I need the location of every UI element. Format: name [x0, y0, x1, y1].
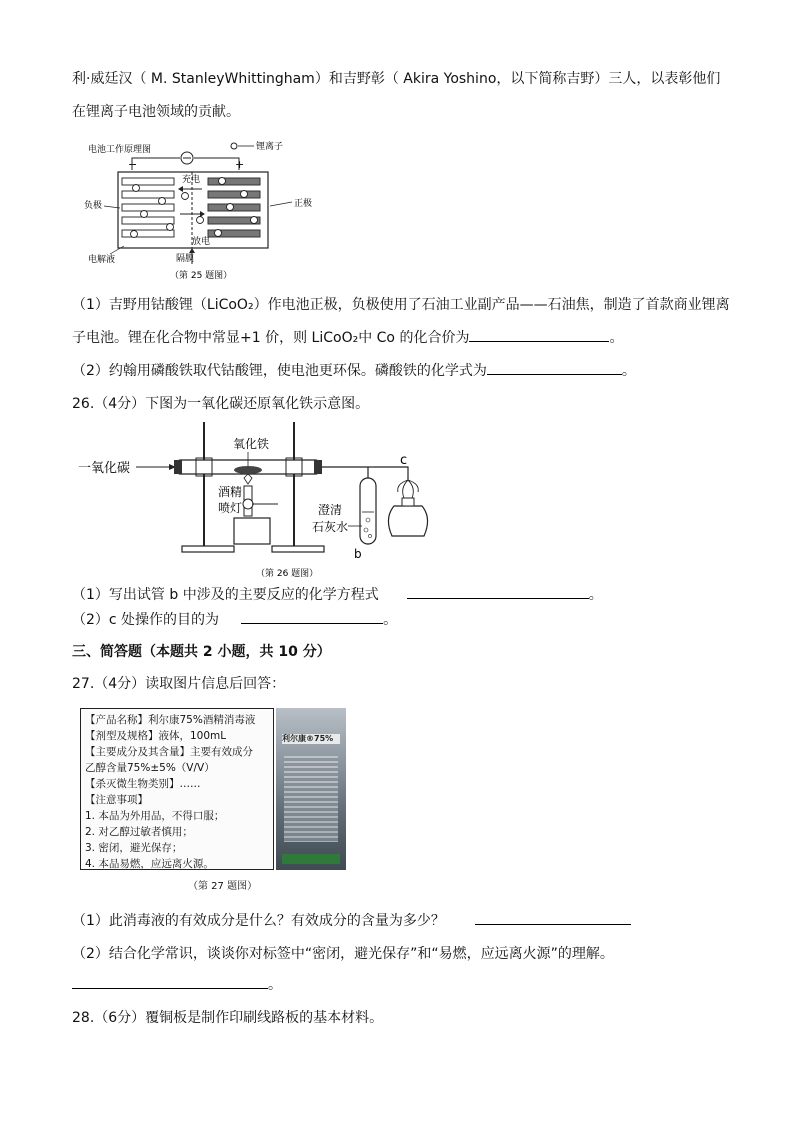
q25-part1-line1: （1）吉野用钴酸锂（LiCoO₂）作电池正极，负极使用了石油工业副产品——石油焦，制造了首款商业锂离	[72, 297, 730, 313]
q27-part1-text: （1）此消毒液的有效成分是什么？有效成分的含量为多少？	[72, 913, 445, 929]
fig26-label-c: c	[400, 453, 408, 468]
fig25-negative: 负极	[84, 201, 103, 211]
fig25-title: 电池工作原理图	[88, 145, 152, 155]
co-reduction-apparatus	[78, 418, 438, 586]
label-line: 【杀灭微生物类别】……	[85, 778, 201, 790]
fig25-minus: −	[128, 158, 138, 171]
fig25-caption: （第 25 题图）	[170, 271, 233, 281]
battery-diagram	[84, 136, 324, 286]
alcohol-blast-lamp	[234, 518, 270, 544]
q28-heading: 28.（6分）覆铜板是制作印刷线路板的基本材料。	[72, 1010, 384, 1026]
answer-blank-co-valence[interactable]	[469, 327, 609, 342]
q27-part2: （2）结合化学常识，谈谈你对标签中“密闭，避光保存”和“易燃，应远离火源”的理解。	[72, 946, 614, 962]
fig25-plus: +	[235, 158, 245, 171]
fig25-positive: 正极	[294, 199, 313, 209]
answer-blank-label-explanation[interactable]	[72, 974, 268, 989]
label-line: 2. 对乙醇过敏者慎用；	[85, 826, 193, 838]
stopper-right	[314, 460, 322, 474]
label-line: 4. 本品易燃，应远离火源。	[85, 858, 214, 870]
answer-blank-active-ingredient[interactable]	[475, 910, 631, 925]
q26-heading: 26.（4分）下图为一氧化碳还原氧化铁示意图。	[72, 396, 370, 412]
section-3-heading: 三、简答题（本题共 2 小题，共 10 分）	[72, 644, 331, 660]
fig25-li-ion: 锂离子	[256, 142, 284, 152]
q27-part2-answer: 。	[72, 974, 282, 994]
fig25-discharge: 放电	[192, 237, 211, 247]
label-line: 【产品名称】利尔康75%酒精消毒液	[85, 714, 256, 726]
intro-line-2: 在锂离子电池领域的贡献。	[72, 104, 240, 120]
q26-part2: （2）c 处操作的目的为 。	[72, 609, 397, 629]
q27-heading: 27.（4分）读取图片信息后回答：	[72, 676, 286, 692]
fig26-lime-label-1: 澄清	[318, 503, 343, 517]
q26-part1: （1）写出试管 b 中涉及的主要反应的化学方程式 。	[72, 584, 603, 604]
fig27-caption: （第 27 题图）	[188, 881, 258, 892]
fig26-lamp-label-1: 酒精	[218, 485, 243, 499]
fig26-caption: （第 26 题图）	[256, 569, 319, 579]
fig25-separator: 隔膜	[176, 254, 195, 264]
fig25-electrolyte: 电解液	[88, 255, 116, 265]
label-line: 3. 密闭，避光保存；	[85, 842, 183, 854]
bottle-label-text: 利尔康®75%	[282, 734, 340, 744]
stand-base-right	[272, 546, 324, 552]
fig26-lime-label-2: 石灰水	[312, 520, 349, 534]
fig26-lamp-label-2: 喷灯	[218, 501, 243, 515]
fig25-charge: 充电	[182, 175, 201, 185]
q25-part1-text: 子电池。锂在化合物中常显+1 价，则 LiCoO₂中 Co 的化合价为	[72, 330, 470, 346]
bottle-photo	[276, 708, 346, 870]
fig26-co-label: 一氧化碳	[78, 461, 131, 476]
label-line: 乙醇含量75%±5%（V/V）	[85, 762, 215, 774]
intro-line-1: 利·威廷汉（ M. StanleyWhittingham）和吉野彰（ Akira Yoshino，以下简称吉野）三人，以表彰他们	[72, 71, 721, 87]
answer-blank-iron-phosphate[interactable]	[487, 360, 622, 375]
fig26-fe2o3-label: 氧化铁	[233, 437, 270, 451]
alcohol-lamp-c	[388, 506, 427, 536]
q27-part1	[72, 910, 631, 930]
answer-blank-equation[interactable]	[407, 584, 589, 599]
label-line: 【主要成分及其含量】主要有效成分	[85, 746, 253, 758]
iron-oxide-powder	[234, 466, 262, 474]
q25-part2: （2）约翰用磷酸铁取代钴酸锂，使电池更环保。磷酸铁的化学式为 。	[72, 360, 636, 380]
q25-part2-text: （2）约翰用磷酸铁取代钴酸锂，使电池更环保。磷酸铁的化学式为	[72, 363, 487, 379]
q25-part1-line2: 子电池。锂在化合物中常显+1 价，则 LiCoO₂中 Co 的化合价为 。	[72, 327, 623, 347]
q26-part2-text: （2）c 处操作的目的为	[72, 612, 220, 628]
stand-base-left	[182, 546, 234, 552]
label-line: 【注意事项】	[85, 794, 148, 806]
product-label	[80, 708, 274, 870]
flame-icon	[398, 480, 419, 498]
label-line: 1. 本品为外用品，不得口服；	[85, 810, 225, 822]
stopper-left	[174, 460, 182, 474]
label-line: 【剂型及规格】液体，100mL	[85, 730, 227, 742]
q26-part1-text: （1）写出试管 b 中涉及的主要反应的化学方程式	[72, 587, 379, 603]
fig26-label-b: b	[354, 547, 362, 561]
test-tube-b	[360, 478, 376, 544]
li-ion-legend-icon	[231, 143, 237, 149]
answer-blank-purpose[interactable]	[241, 609, 383, 624]
